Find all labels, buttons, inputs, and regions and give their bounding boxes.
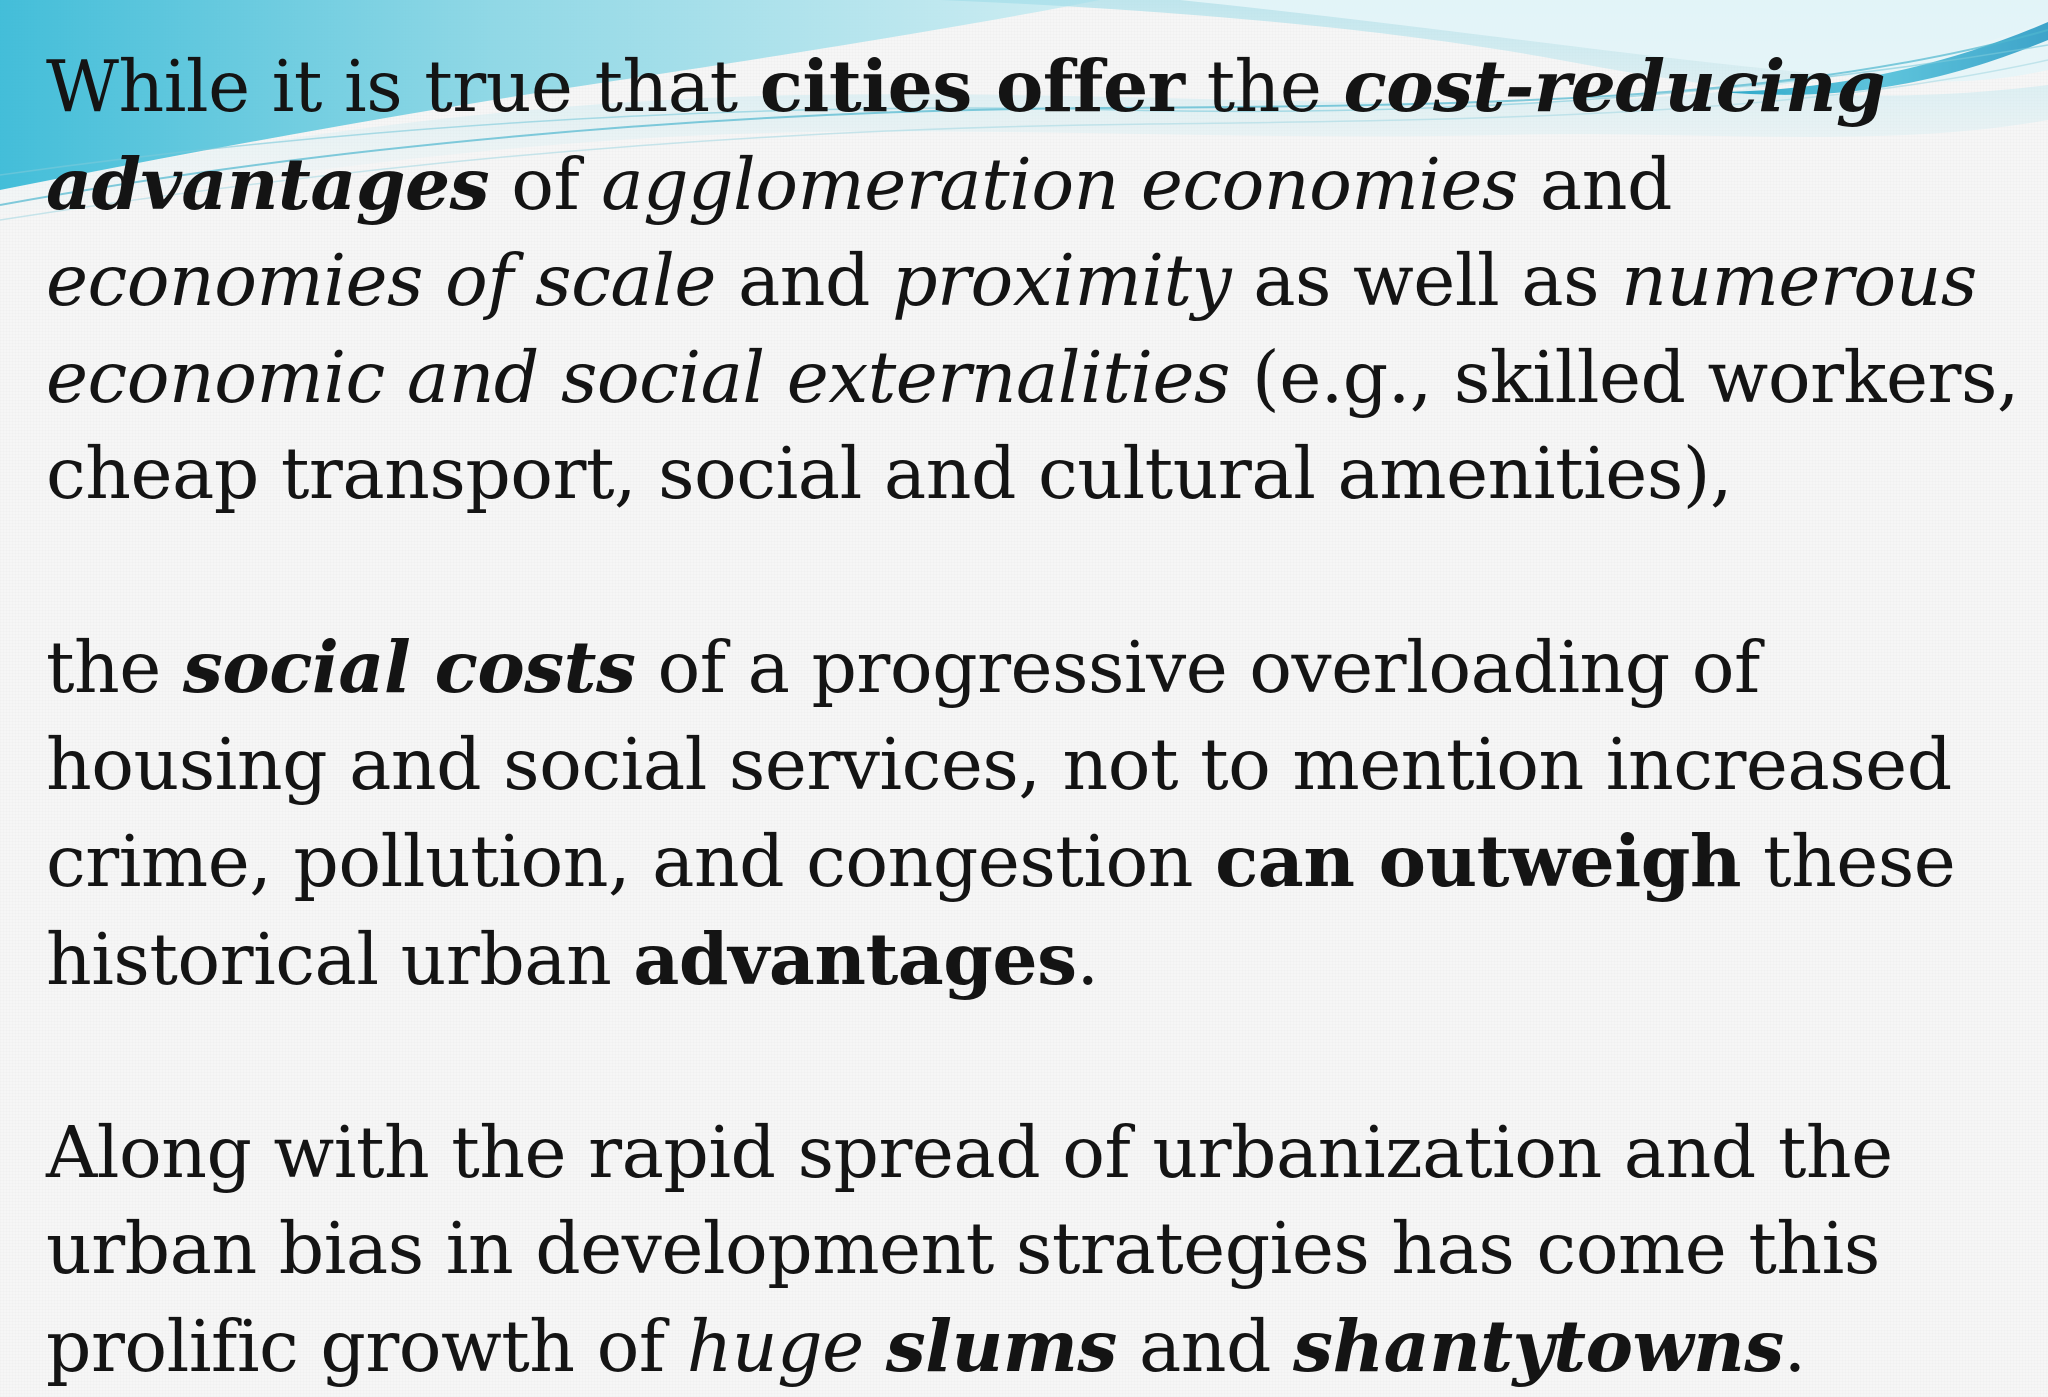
paragraph-social-costs [46,619,2026,1008]
text-run: the [1184,45,1344,128]
paragraph-spacer [46,1008,2026,1105]
italic-phrase-externalities: numerous economic and social externalities [46,239,1977,419]
bold-italic-word-slums: slums [885,1303,1117,1388]
text-run: Along with the rapid spread of urbanization and the urban bias in development strategies has come this prolific growth of [46,1110,1893,1388]
bold-word-advantages: advantages [633,916,1077,1001]
paragraph-spacer [46,523,2026,620]
text-run: While it is true that [46,45,760,128]
bold-italic-phrase-cost-reducing-advantages: cost-reducing advantages [46,44,1886,226]
text-run: as well as [1231,239,1622,322]
text-run: the [46,626,183,709]
italic-word-huge: huge [686,1304,864,1388]
text-run: (e.g., skilled workers, cheap transport, social and cultural amenities), [46,335,2019,515]
text-run: . [1783,1304,1806,1388]
text-run [864,1305,886,1388]
text-run: . [1076,917,1099,1001]
bold-phrase-can-outweigh: can outweigh [1215,819,1741,903]
italic-phrase-agglomeration-economies: agglomeration economies [601,142,1518,226]
text-run: of a progressive overloading of housing and social services, not to mention increased crime, pollution, and congestion [46,626,1952,903]
italic-word-proximity: proximity [892,239,1232,322]
text-run: these historical urban [46,820,1956,1001]
text-run: and [1517,142,1672,226]
italic-phrase-economies-of-scale: economies of scale [46,239,716,322]
text-run: and [715,239,893,322]
paragraph-slums-growth [46,1105,2026,1396]
bold-phrase-cities-offer: cities offer [759,44,1185,128]
bold-italic-word-shantytowns: shantytowns [1293,1303,1784,1388]
paragraph-cost-reducing-advantages [46,38,2026,523]
bold-italic-phrase-social-costs: social costs [182,625,636,709]
text-run: of [489,142,602,226]
slide-body [46,38,2026,1395]
text-run: and [1116,1304,1294,1388]
